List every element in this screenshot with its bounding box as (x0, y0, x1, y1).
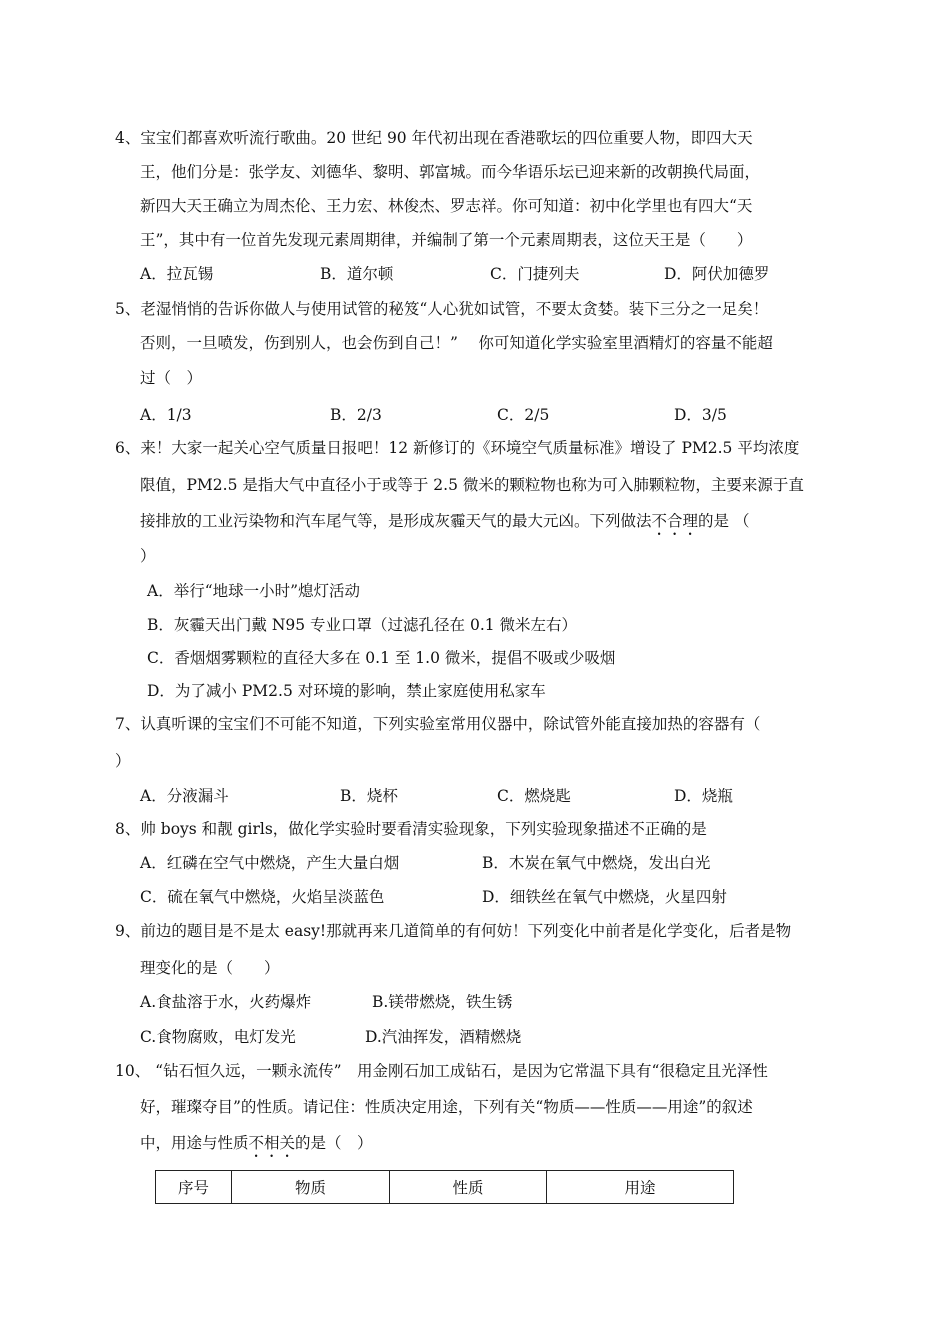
q4-option-b: B．道尔顿 (320, 265, 394, 283)
q6-option-d: D．为了减小 PM2.5 对环境的影响，禁止家庭使用私家车 (147, 682, 546, 700)
q5-line-3: 过（ ） (140, 369, 203, 387)
q8-line-1: 8、帅 boys 和靓 girls，做化学实验时要看清实验现象，下列实验现象描述不正确的是 (115, 820, 707, 838)
q7-line-2: ） (115, 752, 131, 770)
table-header-property: 性质 (390, 1171, 547, 1204)
q9-line-2: 理变化的是（ ） (140, 959, 280, 977)
q7-option-b: B．烧杯 (340, 787, 398, 805)
q8-option-c: C．硫在氧气中燃烧，火焰呈淡蓝色 (140, 888, 385, 906)
q9-option-a: A.食盐溶于水，火药爆炸 (140, 993, 312, 1011)
q9-option-c: C.食物腐败，电灯发光 (140, 1028, 296, 1046)
q7-option-d: D．烧瓶 (674, 787, 733, 805)
q10-line-3a: 中，用途与性质 (140, 1134, 249, 1152)
table-header-use: 用途 (547, 1171, 734, 1204)
q9-option-d: D.汽油挥发，酒精燃烧 (365, 1028, 522, 1046)
q8-option-a: A．红磷在空气中燃烧，产生大量白烟 (140, 854, 400, 872)
q5-option-c: C．2/5 (497, 406, 550, 424)
q10-table (155, 1170, 734, 1204)
q4-line-3: 新四大天王确立为周杰伦、王力宏、林俊杰、罗志祥。你可知道：初中化学里也有四大“天 (140, 197, 753, 215)
q9-option-b: B.镁带燃烧，铁生锈 (372, 993, 513, 1011)
q6-line-3c: 的是 （ (698, 512, 750, 530)
q5-option-b: B．2/3 (330, 406, 382, 424)
q10-line-3 (140, 1133, 373, 1161)
q6-line-4: ） (140, 547, 156, 565)
q4-option-a: A．拉瓦锡 (140, 265, 214, 283)
q6-line-1: 6、来！大家一起关心空气质量日报吧！12 新修订的《环境空气质量标准》增设了 PM2.5 平均浓度 (115, 439, 800, 457)
q5-option-d: D．3/5 (674, 406, 727, 424)
q4-option-d: D．阿伏加德罗 (664, 265, 770, 283)
q10-line-3c: 的是（ ） (295, 1134, 373, 1152)
q5-line-1: 5、老湿悄悄的告诉你做人与使用试管的秘笈“人心犹如试管，不要太贪婪。装下三分之一足矣！ (115, 300, 769, 318)
q7-option-c: C．燃烧匙 (497, 787, 571, 805)
q8-option-b: B．木炭在氧气中燃烧，发出白光 (482, 854, 711, 872)
q4-line-2: 王，他们分是：张学友、刘德华、黎明、郭富城。而今华语乐坛已迎来新的改朝换代局面， (140, 163, 761, 181)
q9-line-1: 9、前边的题目是不是太 easy!那就再来几道简单的有何妨！下列变化中前者是化学变化，后者是物 (115, 922, 792, 940)
q10-emphasis-text: 不相关 (248, 1134, 296, 1152)
table-header-row (156, 1171, 734, 1204)
q6-line-3a: 接排放的工业污染物和汽车尾气等，是形成灰霾天气的最大元凶。下列做法 (140, 512, 652, 530)
q6-option-c: C．香烟烟雾颗粒的直径大多在 0.1 至 1.0 微米，提倡不吸或少吸烟 (147, 649, 616, 667)
q6-line-2: 限值，PM2.5 是指大气中直径小于或等于 2.5 微米的颗粒物也称为可入肺颗粒物，主要来源于直 (140, 476, 804, 494)
q10-line-2: 好，璀璨夺目”的性质。请记住：性质决定用途，下列有关“物质——性质——用途”的叙述 (140, 1098, 753, 1116)
q6-option-b: B．灰霾天出门戴 N95 专业口罩（过滤孔径在 0.1 微米左右） (147, 616, 578, 634)
q5-option-a: A．1/3 (140, 406, 192, 424)
q4-line-1: 4、宝宝们都喜欢听流行歌曲。20 世纪 90 年代初出现在香港歌坛的四位重要人物，即四大天 (115, 129, 753, 147)
q7-line-1: 7、认真听课的宝宝们不可能不知道，下列实验室常用仪器中，除试管外能直接加热的容器有（ (115, 715, 761, 733)
q6-emphasis-text: 不合理 (651, 512, 699, 530)
q5-line-2: 否则，一旦喷发，伤到别人，也会伤到自己！” 你可知道化学实验室里酒精灯的容量不能超 (140, 334, 773, 352)
q4-option-c: C．门捷列夫 (490, 265, 580, 283)
q8-option-d: D．细铁丝在氧气中燃烧，火星四射 (482, 888, 727, 906)
q10-line-1: 10、 “钻石恒久远，一颗永流传” 用金刚石加工成钻石，是因为它常温下具有“很稳定且光泽性 (115, 1062, 768, 1080)
q4-line-4: 王”，其中有一位首先发现元素周期律，并编制了第一个元素周期表，这位天王是（ ） (140, 231, 753, 249)
q6-option-a: A．举行“地球一小时”熄灯活动 (147, 582, 361, 600)
table-header-substance: 物质 (232, 1171, 390, 1204)
q7-option-a: A．分液漏斗 (140, 787, 229, 805)
table-header-index: 序号 (156, 1171, 232, 1204)
q6-line-3 (140, 511, 749, 539)
